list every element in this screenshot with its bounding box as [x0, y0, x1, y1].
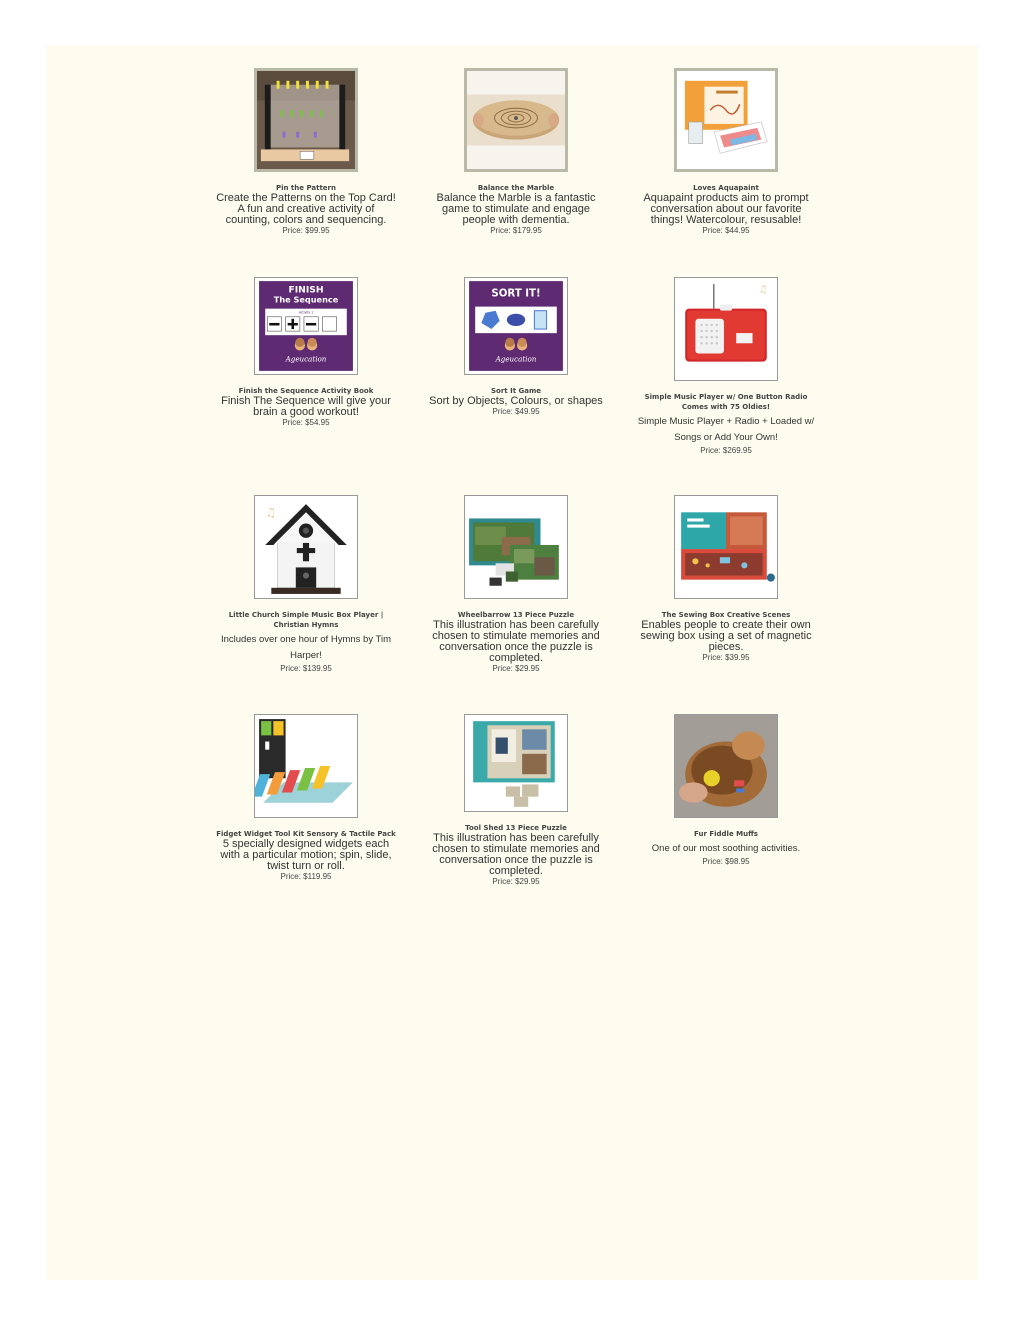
product-price: Price: $139.95 — [280, 664, 332, 673]
product-price: Price: $49.95 — [492, 407, 540, 416]
product-card[interactable] — [636, 68, 816, 235]
fiddle-muff-icon[interactable] — [674, 714, 778, 818]
garden-puzzle-icon[interactable] — [464, 495, 568, 599]
sorting-game-icon[interactable] — [464, 277, 568, 375]
product-card[interactable] — [636, 495, 816, 662]
cover-subheading: The Sequence — [273, 294, 339, 305]
product-card[interactable] — [216, 277, 396, 427]
product-description: Includes over one hour of Hymns by Tim Harper! — [220, 634, 392, 661]
cover-heading: SORT IT! — [491, 288, 541, 300]
product-price: Price: $179.95 — [490, 226, 542, 235]
product-price: Price: $99.95 — [282, 226, 330, 235]
product-card[interactable] — [636, 714, 816, 866]
product-card[interactable] — [426, 277, 606, 416]
product-description: This illustration has been carefully chosen to stimulate memories and conversation once the puzzle is completed. — [432, 832, 600, 877]
product-card[interactable] — [636, 277, 816, 455]
product-price: Price: $269.95 — [700, 446, 752, 455]
product-card[interactable] — [216, 495, 396, 673]
tool-shed-puzzle-icon[interactable] — [464, 714, 568, 812]
svg-text:♫: ♫ — [758, 284, 768, 296]
fidget-widgets-icon[interactable] — [254, 714, 358, 818]
product-price: Price: $39.95 — [702, 653, 750, 662]
product-title[interactable]: Pin the Pattern — [275, 184, 336, 192]
product-title[interactable]: Sort It Game — [491, 387, 541, 395]
product-price: Price: $119.95 — [280, 872, 332, 881]
product-description: Aquapaint products aim to prompt conversation about our favorite things! Watercolour, resusable! — [643, 192, 809, 226]
product-title[interactable]: Fur Fiddle Muffs — [694, 830, 758, 838]
product-title[interactable]: Wheelbarrow 13 Piece Puzzle — [457, 611, 575, 619]
product-price: Price: $29.95 — [492, 877, 540, 886]
activity-book-icon[interactable] — [254, 277, 358, 375]
product-title[interactable]: Loves Aquapaint — [693, 184, 759, 192]
svg-text:♫: ♫ — [265, 505, 277, 520]
product-description: One of our most soothing activities. — [651, 843, 801, 854]
product-card[interactable] — [426, 714, 606, 886]
cover-brand: Ageucation — [285, 354, 327, 364]
product-card[interactable] — [216, 714, 396, 881]
product-price: Price: $29.95 — [492, 664, 540, 673]
product-description: Create the Patterns on the Top Card! A fun and creative activity of counting, colors and sequencing. — [216, 192, 396, 226]
product-card[interactable] — [426, 495, 606, 673]
product-price: Price: $44.95 — [702, 226, 750, 235]
product-title[interactable]: Simple Music Player w/ One Button Radio Comes with 75 Oldies! — [644, 393, 808, 411]
product-title[interactable]: Little Church Simple Music Box Player | Christian Hymns — [228, 611, 384, 629]
sewing-box-icon[interactable] — [674, 495, 778, 599]
church-music-box-icon[interactable] — [254, 495, 358, 599]
product-description: This illustration has been carefully chosen to stimulate memories and conversation once the puzzle is completed. — [432, 619, 600, 664]
product-title[interactable]: Balance the Marble — [477, 184, 555, 192]
product-title[interactable]: Fidget Widget Tool Kit Sensory & Tactile Pack — [216, 830, 396, 838]
product-title[interactable]: Tool Shed 13 Piece Puzzle — [465, 824, 567, 832]
product-description: Simple Music Player + Radio + Loaded w/ Songs or Add Your Own! — [637, 416, 815, 443]
red-radio-icon[interactable] — [674, 277, 778, 381]
marble-maze-board-icon[interactable] — [464, 68, 568, 172]
product-card[interactable] — [216, 68, 396, 235]
product-title[interactable]: Finish the Sequence Activity Book — [238, 387, 374, 395]
product-description: Sort by Objects, Colours, or shapes — [429, 395, 603, 407]
product-description: 5 specially designed widgets each with a particular motion; spin, slide, twist turn or roll. — [220, 838, 392, 872]
product-price: Price: $54.95 — [282, 418, 330, 427]
cover-brand: Ageucation — [495, 354, 537, 364]
product-description: Enables people to create their own sewing box using a set of magnetic pieces. — [640, 619, 812, 653]
pin-pattern-board-icon[interactable] — [254, 68, 358, 172]
product-title[interactable]: The Sewing Box Creative Scenes — [661, 611, 791, 619]
product-description: Finish The Sequence will give your brain a good workout! — [221, 395, 391, 418]
cover-heading: FINISH — [288, 284, 324, 296]
product-price: Price: $98.95 — [702, 857, 750, 866]
product-description: Balance the Marble is a fantastic game to stimulate and engage people with dementia. — [436, 192, 596, 226]
cover-caption: Activity 1 — [298, 310, 314, 315]
product-card[interactable] — [426, 68, 606, 235]
watercolour-kit-icon[interactable] — [674, 68, 778, 172]
